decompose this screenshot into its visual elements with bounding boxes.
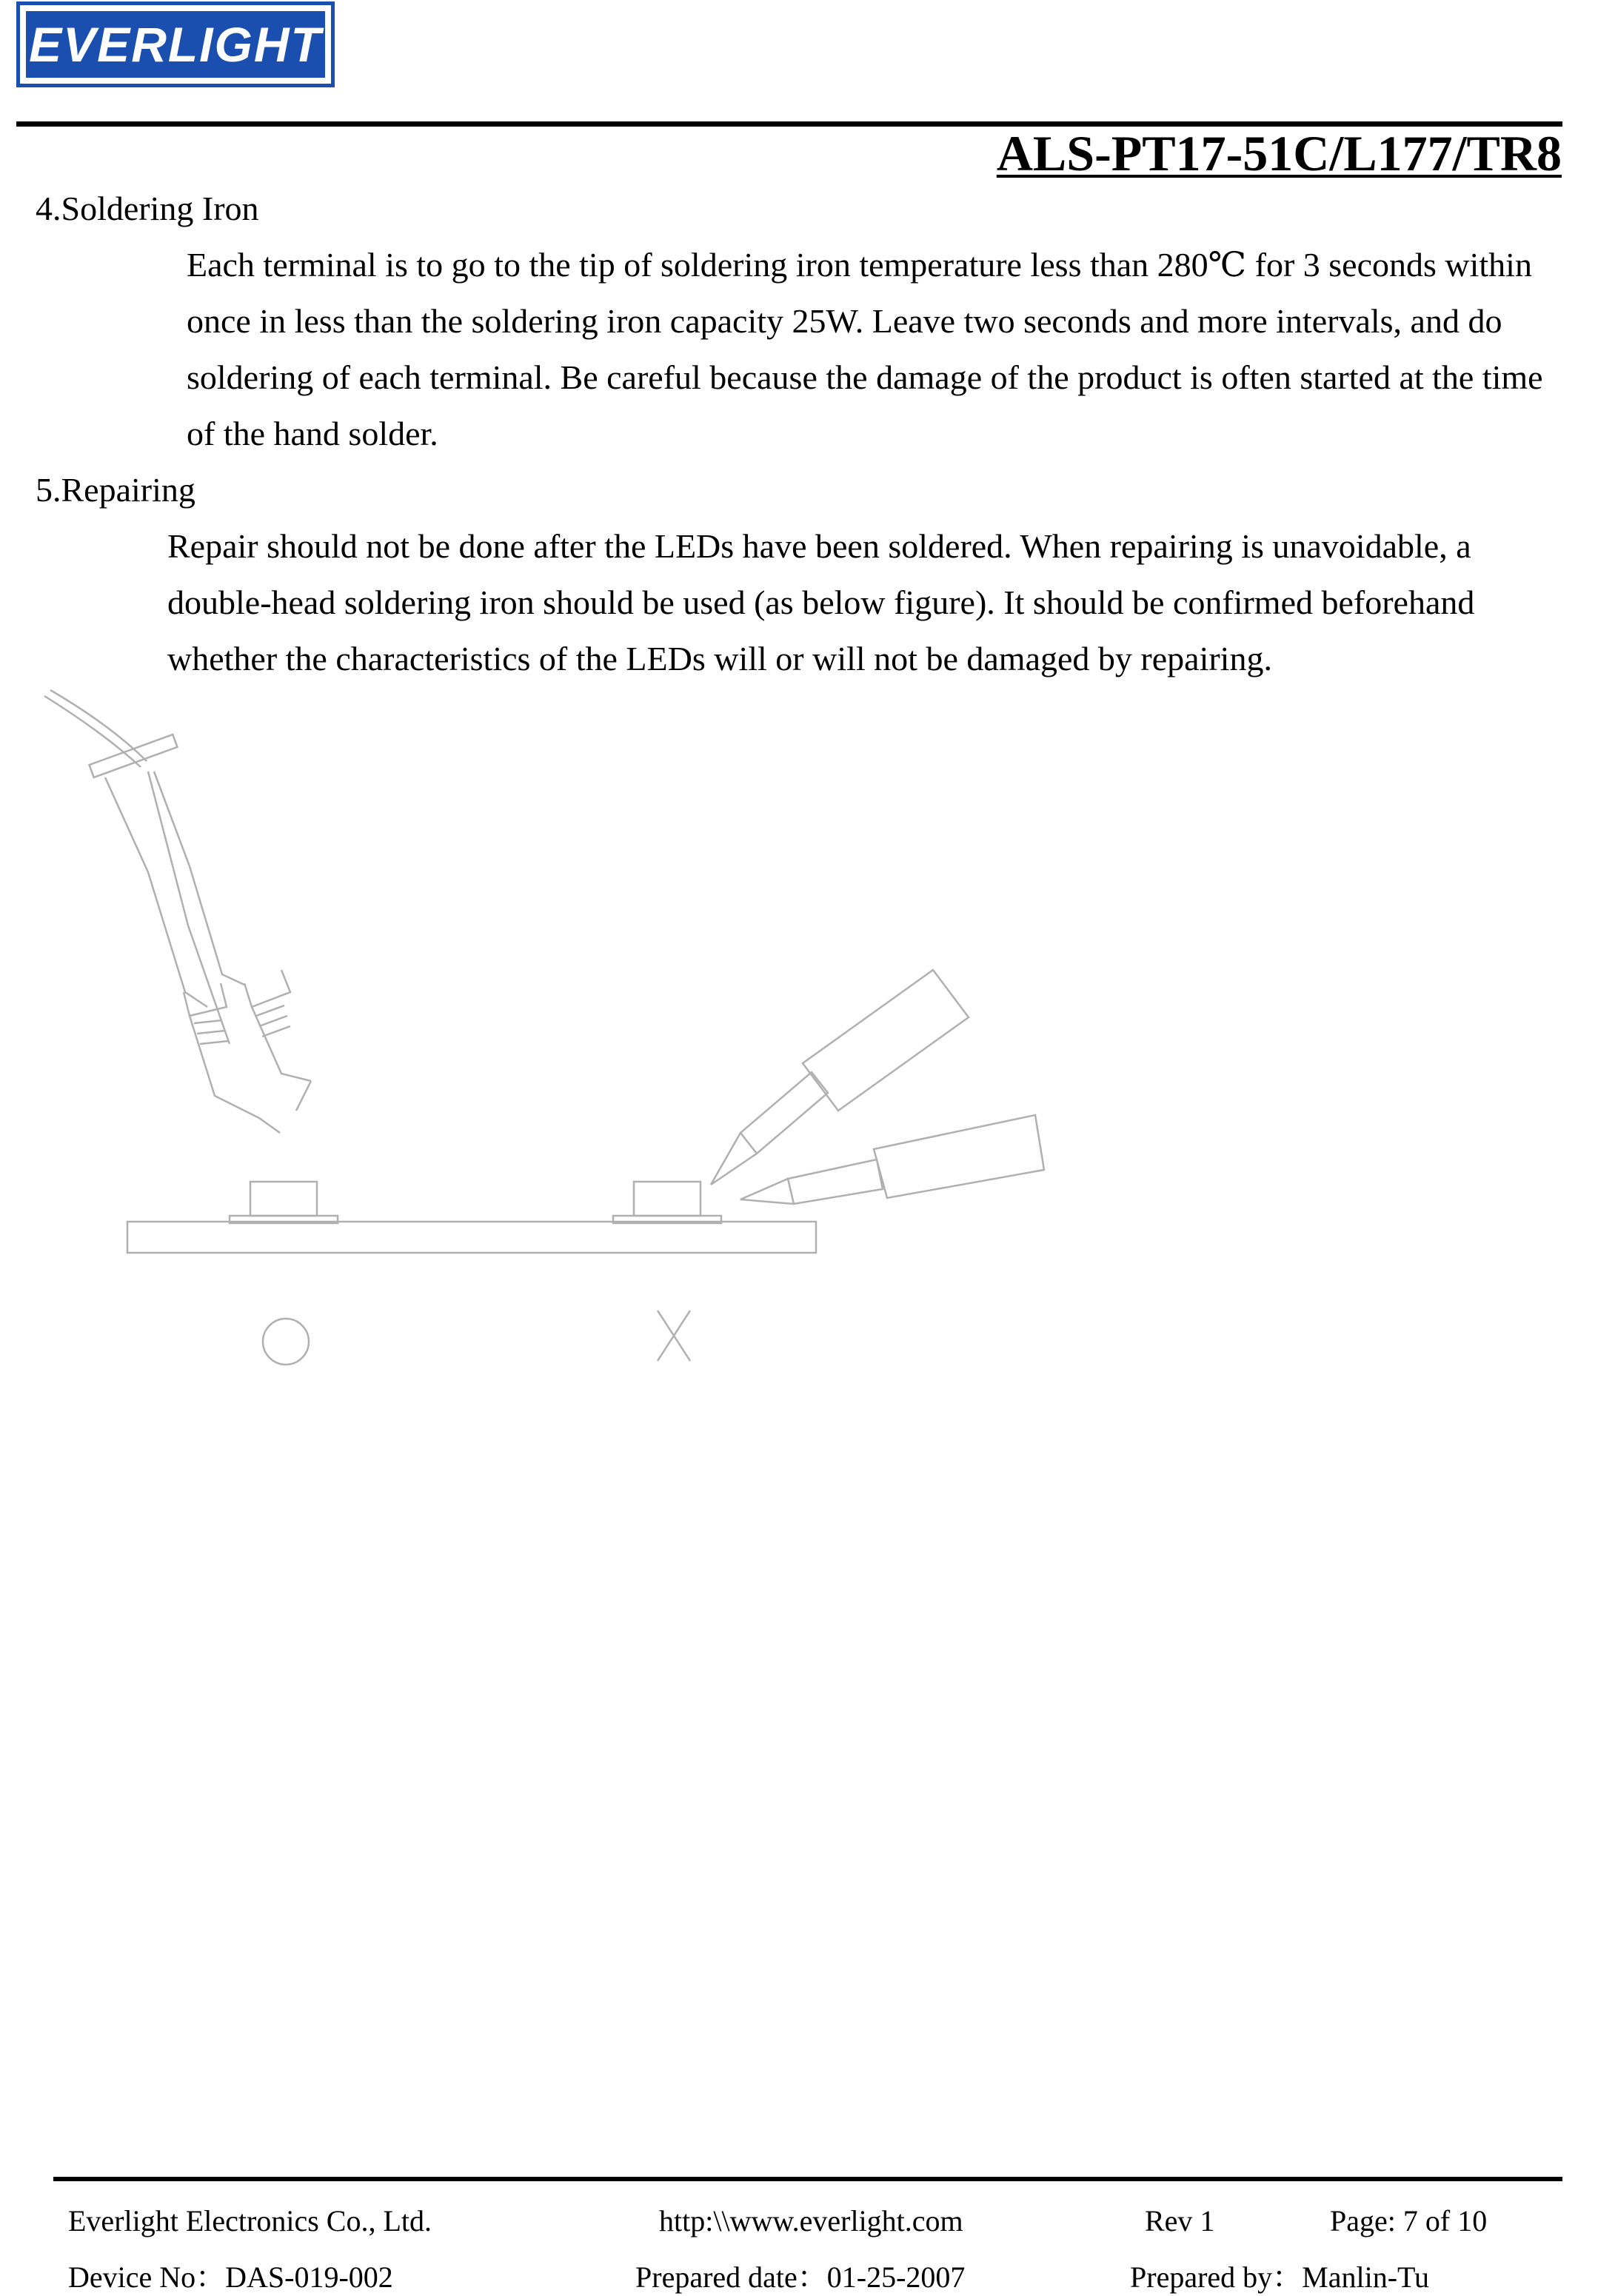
circle-mark-icon: [263, 1319, 309, 1365]
section-heading-soldering-iron: 4.Soldering Iron: [36, 190, 259, 227]
cross-mark-icon: [658, 1311, 690, 1361]
section-heading-repairing: 5.Repairing: [36, 471, 195, 509]
repair-figure: [0, 681, 1111, 1377]
logo-text: EVERLIGHT: [29, 17, 322, 72]
single-soldering-iron-upper-icon: [711, 970, 969, 1185]
footer-prepared-by: Prepared by：Manlin-Tu: [1130, 2260, 1430, 2294]
paragraph-soldering-iron: Each terminal is to go to the tip of soldering iron temperature less than 280℃ for 3 seconds within once in less than the soldering iron capacity 25W. Leave two seconds and more intervals, and do soldering of each terminal. Be careful because the damage of the product is often started at the time of the hand solder.: [187, 246, 1543, 452]
footer-device-no: Device No：DAS-019-002: [68, 2260, 393, 2294]
footer-prepared-date: Prepared date：01-25-2007: [635, 2260, 966, 2294]
footer-revision: Rev 1: [1145, 2204, 1215, 2238]
footer-page-number: Page: 7 of 10: [1330, 2204, 1488, 2238]
footer-website: http:\\www.everlight.com: [659, 2204, 963, 2238]
led-component-right: [613, 1182, 721, 1223]
footer-rule: [53, 2177, 1562, 2181]
circuit-board: [127, 1222, 816, 1253]
everlight-logo: [16, 1, 335, 87]
paragraph-repairing: Repair should not be done after the LEDs have been soldered. When repairing is unavoidable, a double-head soldering iron should be used (as below figure). It should be confirmed beforehand whether the characteristics of the LEDs will or will not be damaged by repairing.: [167, 527, 1475, 677]
part-number-title: ALS-PT17-51C/L177/TR8: [996, 125, 1562, 181]
logo-panel: [26, 11, 325, 78]
document-body: [36, 181, 1561, 687]
led-component-left: [230, 1182, 338, 1223]
double-head-soldering-iron-icon: [44, 690, 311, 1133]
footer-company: Everlight Electronics Co., Ltd.: [68, 2204, 432, 2238]
